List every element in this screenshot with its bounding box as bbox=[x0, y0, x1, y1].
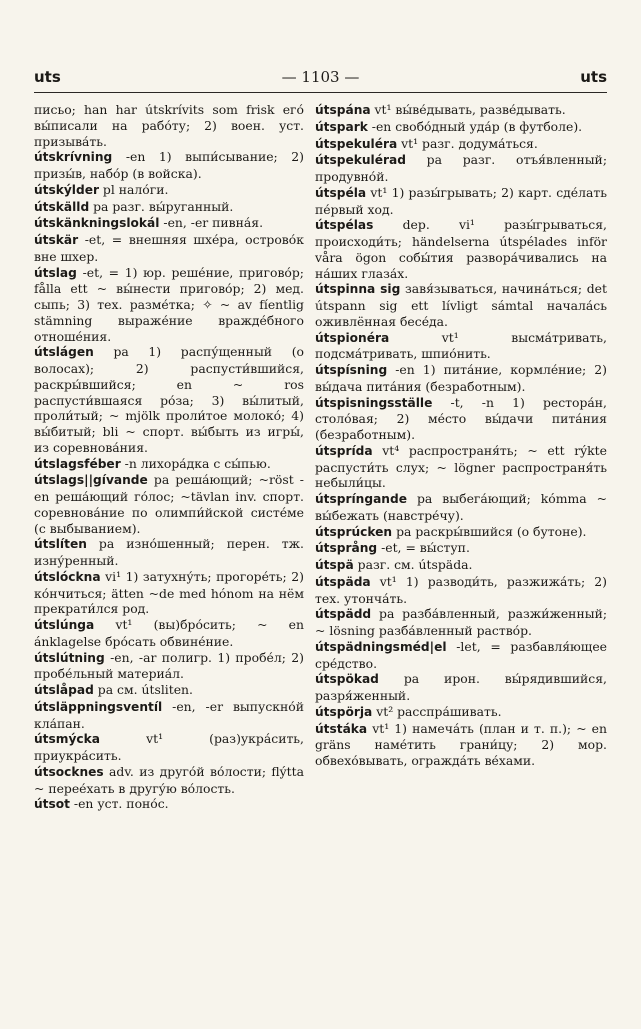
entry-definition: vt¹ вы́ве́дывать, разве́дывать. bbox=[370, 102, 566, 117]
entry-headword: útspéla bbox=[315, 185, 367, 200]
entry-headword: útstáka bbox=[315, 721, 368, 736]
dictionary-entry bbox=[315, 330, 607, 363]
entry-headword: útspekuléra bbox=[315, 136, 398, 151]
entry-definition: pa разба́вленный, разжи́женный; ~ lösning разба́вленный раство́р. bbox=[315, 606, 607, 638]
dictionary-entry bbox=[315, 281, 607, 329]
entry-definition: письо; han har útskrívits som frisk его́ вы́писали на рабо́ту; 2) воен. уст. призыва́ть. bbox=[34, 102, 304, 149]
entry-definition: vt¹ 1) намеча́ть (план и т. п.); ~ en gräns наме́тить грани́цу; 2) мор. обвехо́вывать, огражда́ть ве́хами. bbox=[315, 720, 607, 768]
entry-headword: útslagsféber bbox=[34, 456, 121, 471]
entry-definition: vi¹ 1) затухну́ть; прогоре́ть; 2) ко́нчиться; ätten ~de med hónom на нём прекрати́лся род. bbox=[34, 568, 304, 617]
entry-headword: útspinna sig bbox=[315, 282, 401, 297]
header-right-word: uts bbox=[580, 68, 607, 86]
dictionary-entry bbox=[34, 731, 304, 764]
dictionary-entry bbox=[34, 456, 304, 473]
entry-headword: útslíten bbox=[34, 537, 87, 552]
dictionary-entry bbox=[34, 232, 304, 265]
entry-headword: útskär bbox=[34, 233, 79, 247]
entry-headword: útslag bbox=[34, 265, 77, 280]
dictionary-entry bbox=[315, 119, 607, 136]
entry-headword: útskälld bbox=[34, 199, 90, 214]
entry-definition: vt¹ 1) разы́грывать; 2) карт. сде́лать пе́рвый ход. bbox=[315, 184, 607, 217]
entry-definition: vt¹ (вы)бро́сить; ~ en ánklagelse бро́сать обвине́ние. bbox=[34, 617, 304, 649]
entry-definition: -let, = разбавля́ющее сре́дство. bbox=[315, 638, 607, 671]
entry-definition: vt⁴ распространя́ть; ~ ett rýkte распусти́ть слух; ~ lögner распространя́ть небыли́цы. bbox=[315, 442, 607, 491]
entry-definition: adv. из друго́й во́лости; flýtta ~ перее́хать в другу́ю во́лость. bbox=[34, 763, 304, 796]
dictionary-entry bbox=[315, 606, 607, 639]
entry-definition: vt² расспра́шивать. bbox=[372, 703, 502, 719]
entry-definition: разг. см. útspäda. bbox=[353, 557, 473, 572]
entry-headword: útspark bbox=[315, 119, 368, 134]
dictionary-entry bbox=[34, 682, 304, 699]
dictionary-entry bbox=[34, 536, 304, 569]
dictionary-entry bbox=[315, 185, 607, 218]
entry-headword: útspionéra bbox=[315, 330, 390, 345]
dictionary-entry bbox=[315, 102, 607, 119]
entry-headword: útsmýcka bbox=[34, 732, 100, 747]
entry-headword: útspekulérad bbox=[315, 153, 406, 168]
entry-headword: útspísning bbox=[315, 363, 388, 377]
dictionary-entry bbox=[34, 265, 304, 345]
dictionary-entry bbox=[315, 524, 607, 541]
entry-definition: pl нало́ги. bbox=[98, 181, 169, 197]
dictionary-entry bbox=[315, 136, 607, 153]
entry-headword: útsprúcken bbox=[315, 524, 393, 539]
entry-headword: útslåpad bbox=[34, 683, 94, 697]
dictionary-entry bbox=[315, 395, 607, 443]
right-column bbox=[315, 102, 607, 769]
dictionary-entry bbox=[315, 574, 607, 607]
page-header bbox=[34, 68, 607, 90]
entry-definition: -en, -er пивна́я. bbox=[159, 215, 264, 231]
dictionary-entry bbox=[315, 152, 607, 185]
entry-definition: pa раскры́вшийся (о бутоне). bbox=[392, 523, 587, 539]
entry-headword: útspädd bbox=[315, 607, 372, 622]
dictionary-entry bbox=[34, 182, 304, 199]
dictionary-entry bbox=[315, 540, 607, 557]
dictionary-entry bbox=[34, 472, 304, 536]
entry-definition: pa изно́шенный; перен. тж. изну́ренный. bbox=[34, 536, 304, 568]
dictionary-entry bbox=[315, 704, 607, 721]
entry-definition: -en 1) выпи́сывание; 2) призы́в, набо́р (в войска). bbox=[34, 149, 304, 181]
dictionary-entry bbox=[34, 344, 304, 455]
entry-definition: -en, -er выпускно́й кла́пан. bbox=[34, 698, 304, 731]
dictionary-entry bbox=[315, 721, 607, 769]
entry-definition: dep. vi¹ разы́грываться, происходи́ть; händelserna útspélades inför våra ögon собы́тия развора́чивались на на́ших глаза́х. bbox=[315, 217, 607, 281]
entry-definition: vt¹ 1) разводи́ть, разжижа́ть; 2) тех. утонча́ть. bbox=[315, 573, 607, 606]
dictionary-entry bbox=[315, 443, 607, 491]
dictionary-entry bbox=[34, 764, 304, 797]
entry-headword: útsocknes bbox=[34, 764, 104, 779]
entry-headword: útslags||gívande bbox=[34, 473, 148, 488]
entry-definition: завя́зываться, начина́ться; det útspann sig ett lívligt sámtal начала́сь оживлённая бесе́да. bbox=[315, 281, 607, 329]
left-column bbox=[34, 102, 304, 813]
entry-definition: -en свобо́дный уда́р (в футболе). bbox=[367, 118, 583, 134]
entry-headword: útspána bbox=[315, 103, 371, 117]
entry-definition: pa ирон. вы́рядившийся, разря́женный. bbox=[315, 671, 607, 703]
entry-headword: útskýlder bbox=[34, 182, 99, 197]
entry-definition: -n лихора́дка с сы́пью. bbox=[120, 455, 271, 471]
dictionary-entry bbox=[315, 362, 607, 395]
entry-headword: útsprída bbox=[315, 443, 373, 458]
header-left-word: uts bbox=[34, 68, 61, 86]
entry-headword: útslútning bbox=[34, 650, 105, 665]
dictionary-entry bbox=[34, 149, 304, 182]
entry-headword: útspädningsméd|el bbox=[315, 639, 447, 654]
page-number: — 1103 — bbox=[281, 68, 360, 86]
dictionary-entry bbox=[315, 557, 607, 574]
entry-headword: útspríngande bbox=[315, 492, 407, 506]
entry-definition: pa разг. отъя́вленный; продувно́й. bbox=[315, 152, 607, 184]
dictionary-entry bbox=[34, 617, 304, 650]
dictionary-entry bbox=[34, 650, 304, 683]
dictionary-entry bbox=[315, 639, 607, 672]
entry-definition: -et, = 1) юр. реше́ние, пригово́р; fålla ett ~ вы́нести пригово́р; 2) мед. сыпь; 3) тех. разме́тка; ✧ ~ av fíentlig stämning выраже́ние вражде́бного отноше́ния. bbox=[34, 264, 304, 344]
entry-definition: pa разг. вы́руганный. bbox=[89, 198, 234, 214]
dictionary-entry bbox=[34, 796, 304, 813]
entry-definition: -et, = внешняя шхе́ра, острово́к вне шхер. bbox=[34, 232, 304, 264]
dictionary-entry bbox=[34, 102, 304, 149]
entry-definition: pa выбега́ющий; kómma ~ вы́бежать (навстре́чу). bbox=[315, 491, 607, 523]
entry-headword: útspisningsställe bbox=[315, 395, 433, 410]
dictionary-entry bbox=[34, 569, 304, 617]
entry-headword: útspä bbox=[315, 558, 354, 572]
entry-definition: -en 1) пита́ние, кормле́ние; 2) вы́дача пита́ния (безработным). bbox=[315, 362, 607, 394]
entry-headword: útspörja bbox=[315, 704, 373, 719]
entry-definition: -en уст. поно́с. bbox=[69, 796, 169, 812]
entry-headword: útslágen bbox=[34, 345, 94, 360]
entry-headword: útsläppningsventíl bbox=[34, 699, 163, 714]
entry-definition: -et, = вы́ступ. bbox=[377, 540, 470, 556]
dictionary-entry bbox=[315, 491, 607, 524]
entry-definition: -t, -n 1) рестора́н, столо́вая; 2) ме́сто вы́дачи пита́ния (безработным). bbox=[315, 394, 607, 442]
dictionary-entry bbox=[34, 215, 304, 232]
entry-headword: útskänkningslokál bbox=[34, 216, 160, 231]
entry-headword: útspélas bbox=[315, 218, 374, 233]
entry-headword: útsprång bbox=[315, 541, 378, 556]
entry-definition: pa 1) распу́щенный (о волосах); 2) распусти́вшийся, раскры́вшийся; en ~ ros распусти́вшаяся ро́за; 3) вы́литый, проли́тый; ~ mjölk проли́тое молоко́; 4) вы́битый; bli ~ спорт. вы́быть из игры́, из соревнова́ния. bbox=[34, 344, 304, 455]
dictionary-entry bbox=[315, 217, 607, 281]
entry-headword: útspökad bbox=[315, 672, 379, 687]
entry-definition: -en, -ar полигр. 1) пробе́л; 2) пробе́льный материа́л. bbox=[34, 649, 304, 682]
entry-headword: útskrívning bbox=[34, 150, 113, 165]
entry-headword: útslúnga bbox=[34, 618, 95, 632]
dictionary-entry bbox=[34, 199, 304, 216]
entry-definition: pa реша́ющий; ~röst -en реша́ющий го́лос; ~tävlan inv. спорт. соревнова́ние по олимпи́йской систе́ме (с выбыванием). bbox=[34, 472, 304, 536]
entry-headword: útspäda bbox=[315, 574, 371, 589]
entry-definition: vt¹ (раз)укра́сить, приукра́сить. bbox=[34, 731, 304, 763]
entry-definition: vt¹ высма́тривать, подсма́тривать, шпио́нить. bbox=[315, 329, 607, 362]
entry-definition: vt¹ разг. додума́ться. bbox=[397, 135, 538, 151]
entry-headword: útslóckna bbox=[34, 569, 101, 584]
entry-definition: pa см. útsliten. bbox=[93, 682, 193, 697]
entry-headword: útsot bbox=[34, 797, 70, 812]
header-rule bbox=[34, 92, 607, 93]
dictionary-entry bbox=[34, 699, 304, 732]
dictionary-entry bbox=[315, 671, 607, 704]
